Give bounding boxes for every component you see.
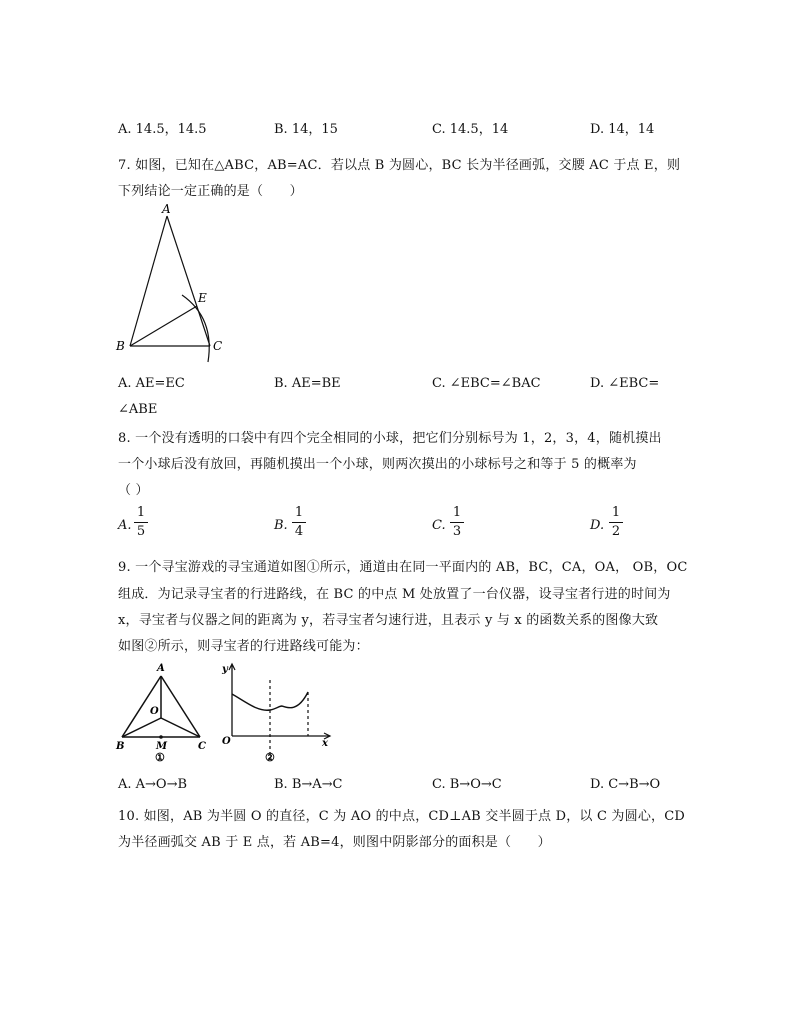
q9-fig2-label-y: y [222,664,228,675]
q7-option-a: A. AE=EC [118,376,185,391]
q8-option-d-letter: D. [590,518,605,533]
q9-stem-line4: 如图②所示，则寻宝者的行进路线可能为： [118,639,369,654]
q9-fig2-label-x: x [322,738,328,749]
q8-stem-line3: （ ） [118,483,149,498]
q8-stem-line1: 8. 一个没有透明的口袋中有四个完全相同的小球，把它们分别标号为 1，2，3，4，随机摸出 [118,431,662,446]
q7-triangle-figure [110,200,240,365]
q8-option-a-letter: A. [118,518,132,533]
q8-option-b-denominator: 4 [294,524,304,539]
q6-option-c: C. 14.5，14 [432,122,509,137]
q8-option-b-fraction [292,505,306,540]
q7-stem-line2: 下列结论一定正确的是（ ） [118,184,303,199]
q9-option-c: C. B→O→C [432,777,502,792]
q9-fig1-label-o: O [150,706,159,717]
q8-option-d-numerator: 1 [609,505,623,523]
q7-stem-line1: 7. 如图，已知在△ABC，AB=AC．若以点 B 为圆心，BC 长为半径画弧，交腰 AC 于点 E，则 [118,158,681,173]
q8-option-a-fraction [134,505,148,540]
q7-option-b: B. AE=BE [274,376,341,391]
q9-stem-line1: 9. 一个寻宝游戏的寻宝通道如图①所示，通道由在同一平面内的 AB，BC，CA，OA， OB，OC [118,560,688,575]
q8-option-c-numerator: 1 [450,505,464,523]
q9-stem-line2: 组成．为记录寻宝者的行进路线，在 BC 的中点 M 处放置了一台仪器，设寻宝者行进的时间为 [118,587,671,602]
q8-option-a-numerator: 1 [134,505,148,523]
q9-option-b: B. B→A→C [274,777,343,792]
q9-fig1-label-b: B [116,741,125,752]
q7-option-d-wrap: ∠ABE [118,402,158,417]
q8-stem-line2: 一个小球后没有放回，再随机摸出一个小球，则两次摸出的小球标号之和等于 5 的概率为 [118,457,637,472]
q9-stem-line3: x，寻宝者与仪器之间的距离为 y，若寻宝者匀速行进，且表示 y 与 x 的函数关系的图像大致 [118,613,659,628]
q8-option-c-fraction [450,505,464,540]
q7-label-a: A [162,202,171,216]
q6-option-b: B. 14，15 [274,122,338,137]
q9-figure-1 [112,660,212,768]
q9-fig1-point-m [159,735,163,739]
q9-option-a: A. A→O→B [118,777,188,792]
q7-label-b: B [116,339,125,353]
q7-option-d: D. ∠EBC= [590,376,660,391]
q8-option-b-letter: B. [274,518,288,533]
q8-option-c-denominator: 3 [452,524,462,539]
q6-option-d: D. 14，14 [590,122,655,137]
q9-fig2-number: ② [265,751,275,764]
q9-fig1-label-c: C [198,741,206,752]
q9-figure-2 [218,660,338,768]
q9-fig1-number: ① [155,751,165,764]
q7-side-ac [167,216,210,346]
q8-option-d-fraction [609,505,623,540]
q8-option-b-numerator: 1 [292,505,306,523]
q9-fig2-label-o: O [222,736,231,747]
q8-option-c-letter: C. [432,518,446,533]
q9-option-d: D. C→B→O [590,777,661,792]
q7-label-c: C [213,339,223,353]
q7-arc [182,295,209,362]
q6-option-a: A. 14.5，14.5 [118,122,207,137]
q10-stem-line1: 10. 如图，AB 为半圆 O 的直径，C 为 AO 的中点，CD⊥AB 交半圆于点 D，以 C 为圆心，CD [118,809,685,824]
q7-option-c: C. ∠EBC=∠BAC [432,376,541,391]
q9-fig1-label-m: M [156,741,168,752]
q9-fig1-label-a: A [157,663,165,674]
q8-option-d-denominator: 2 [611,524,621,539]
q10-stem-line2: 为半径画弧交 AB 于 E 点，若 AB=4，则图中阴影部分的面积是（ ） [118,835,551,850]
q7-label-e: E [198,291,207,305]
q8-option-a-denominator: 5 [136,524,146,539]
q7-side-ab [130,216,167,346]
